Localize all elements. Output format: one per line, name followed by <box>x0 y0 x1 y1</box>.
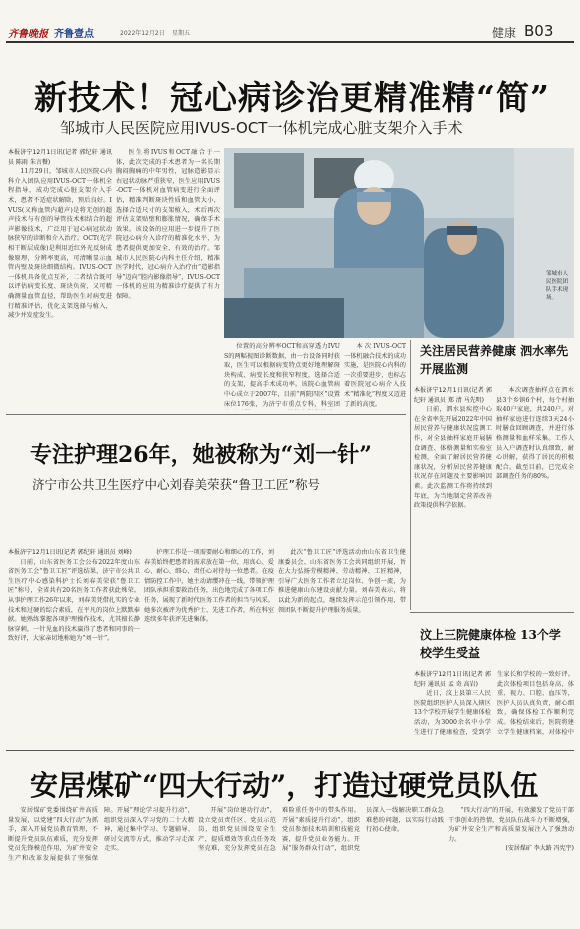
article3-col3-text: 此次“鲁卫工匠”评选活动由山东省卫生健康委员会、山东省医务工会共同组织开展，旨在大力弘扬劳模精神、劳动精神、工匠精神，引导广大医务工作者立足岗位、争创一流，为推进健康山东建设贡献力量。刘春美表示，将以此为新的起点，继续发挥示范引领作用，带领团队不断提升护理服务质量。 <box>278 549 406 614</box>
section-name: 健康 <box>492 26 517 40</box>
article1-photo-caption: 邹城市人民医院团队手术现场。 <box>546 271 569 301</box>
issue-date: 2022年12月2日 <box>120 30 165 37</box>
brand-logo-right: 齐鲁壹点 <box>54 29 94 40</box>
article3-col3 <box>278 548 406 744</box>
article3-col1 <box>8 548 140 744</box>
article1-byline: 本报济宁12月1日讯(记者 郭纪轩 通讯员 陈雨 朱言餐) <box>8 149 112 166</box>
article3-title: 专注护理26年，她被称为“刘一针” <box>30 442 372 468</box>
article4-title: 汶上三院健康体检 13个学校学生受益 <box>420 628 561 660</box>
issue-weekday: 星期五 <box>172 30 191 37</box>
article3-col1-text: 日前，山东省医务工会公布2022年度山东省医务工会“鲁卫工匠”评选结果，济宁市公共卫生医疗中心感染科护士长刘春美荣获“鲁卫工匠”称号，全省共有20名医务工作者获此殊荣。从事护理工作26年以来，刘春美凭借扎实的专业技术和过硬的综合素质，在平凡的岗位上默默奉献。她熟练掌握各项护理操作技术，尤其擅长静脉穿刺，一针见血的技术赢得了患者和同事的一致好评，大家亲切地称她为“刘一针”。 <box>8 558 140 643</box>
article5-col2-text: 开展“岗位建功行动”，设立党员责任区、党员示范岗，组织党员围绕安全生产、提质增效等重点任务攻坚克难，充分发挥党员在急难险重任务中的带头作用。开展“素质提升行动”，组织党员参加技术培训和技能竞赛，提升党员业务能力。开展“服务群众行动”，组织党员深入一线解决职工群众急难愁盼问题，以实际行动践行初心使命。 <box>198 807 444 853</box>
masthead <box>0 0 580 44</box>
article2-divider <box>410 340 411 610</box>
masthead-rule <box>6 41 574 43</box>
article3-byline: 本报济宁12月1日讯(记者 郭纪轩 通讯员 刘峰) <box>8 549 132 556</box>
article2-col2-text: 本次调查抽样点在泗水县3个乡镇6个村，每个村抽取40户家庭，共240户。对抽样家庭进行连续3天24小时膳食回顾调查，并进行体格测量和血样采集。工作人员入户调查时认真细致，耐心讲解，获得了居民的积极配合。截至目前，已完成全部调查任务的80%。 <box>496 387 574 481</box>
article5-col2 <box>198 806 444 924</box>
article1-col3 <box>224 342 340 410</box>
article1-col1 <box>8 148 112 410</box>
article1-subtitle: 邹城市人民医院应用IVUS-OCT一体机完成心脏支架介入手术 <box>60 119 463 137</box>
article3-col2 <box>144 548 274 744</box>
article5-author: (安居煤矿 李大路 冯宪宇) <box>505 845 574 853</box>
article1-col4 <box>344 342 406 410</box>
article2-col1-text: 日前，泗水县疾控中心在全省率先开展2022年中国居民营养与健康状况监测工作，对全县抽样家庭开展膳食调查、体格测量和实验室检测，全面了解居民营养健康状况，分析居民营养健康状况存在问题及主要影响因素。此次监测工作将持续到年底，为当地制定营养改善政策提供科学依据。 <box>414 406 492 510</box>
article1-col2 <box>116 148 220 410</box>
article2-col2 <box>496 386 574 516</box>
brand-logo-left: 齐鲁晚报 <box>8 29 48 40</box>
article3-top-rule <box>6 414 406 415</box>
article5-col1-text: 安居煤矿党委围绕矿井高质量发展，以党建“四大行动”为抓手，深入开展党员教育管理，不断提升党员队伍素质，充分发挥党员先锋模范作用，为矿井安全生产和改革发展提供了坚强保障。开展“理论学习提升行动”，组织党员深入学习党的二十大精神，通过集中学习、专题辅导、研讨交流等方式，推动学习走深走实。 <box>8 807 194 862</box>
article4-body-text: 近日，汶上县第三人民医院组织医护人员深入辖区13个学校开展学生健康体检活动，为3000余名中小学生进行了健康检查，受到学生家长和学校的一致好评。此次体检项目包括身高、体重、视力、口腔、血压等，医护人员认真负责，耐心细致，确保体检工作顺利完成。体检结束后，医院将建立学生健康档案，对体检中 <box>414 671 574 736</box>
article4-top-rule <box>410 612 574 613</box>
surgery-scene-image <box>224 148 574 338</box>
article2-col1 <box>414 386 492 606</box>
article3-col2-text: 护理工作是一项需要耐心和细心的工作，刘春美始终把患者的需求放在第一位，用真心、爱心、耐心、细心、责任心对待每一位患者。在疫情防控工作中，她主动请缨冲在一线，带领护理团队承担重要救治任务，出色地完成了各项工作任务，展现了新时代医务工作者的担当与风采。她多次被评为优秀护士、先进工作者，所在科室连续多年获评先进集体。 <box>144 549 274 624</box>
article5-col3 <box>448 806 574 924</box>
article5-col3-text: “四大行动”的开展，有效激发了党员干部干事创业的热情，党员队伍战斗力不断增强，为矿井安全生产和高质量发展注入了强劲动力。 <box>448 807 574 843</box>
article1-photo <box>224 148 574 338</box>
article3-subtitle: 济宁市公共卫生医疗中心刘春美荣获“鲁卫工匠”称号 <box>32 477 320 492</box>
article5-top-rule <box>6 750 574 751</box>
article4-byline: 本报济宁12月1日讯(记者 郭纪轩 通讯员 孟 奇 高岩) <box>414 671 491 688</box>
page-number: B03 <box>524 22 554 40</box>
article1-col1-text: 11月29日，邹城市人民医院心内科介入团队应用IVUS-OCT一体机全程指导，成功完成心脏支架介入手术，患者不适症状解除，预后良好。IVUS(又称血管内超声)是将无创的超声技术与有创的导管技术相结合的超声影像技术，广泛用于冠心病冠状动脉狭窄的诊断和介入治疗。OCT(光学相干断层成像)是利用近红外光反射成像原理，分辨率更高，可清晰显示血管内壁及斑块细微结构。IVUS-OCT一体机具备优点互补，二者结合既可以评估病变长度、斑块负荷，又可精确测量血管直径，帮助医生对病变进行精准评估，优化支架选择与植入，减少并发症发生。 <box>8 168 112 320</box>
article1-col4-text: 本次IVUS-OCT一体机融合技术的成功实施，是医院心内科的一次重要进步，也标志着医院冠心病介入技术“精准化”程度又迈进了新的高度。 <box>344 343 406 408</box>
article2-byline: 本报济宁12月1日讯(记者 郭纪轩 通讯员 郑 清 马先明) <box>414 387 492 404</box>
article1-col2-text: 医生将IVUS和OCT融合于一体，此次完成的手术患者为一名长期胸闷胸痛的中年男性，冠脉造影显示右冠状动脉严重狭窄，医生应用IVUS-OCT一体机对血管病变进行全面评估，精准判断斑块性质和血管大小，选择合适尺寸的支架植入，术后再次评估支架贴壁和膨胀情况，确保手术效果。该设备的应用进一步提升了医院冠心病介入诊疗的精准化水平，为患者提供更加安全、有效的治疗。邹城市人民医院心内科主任介绍，精准医学时代，冠心病介入治疗由“造影指导”迈向“腔内影像指导”，IVUS-OCT一体机的应用为精准诊疗提供了有力保障。 <box>116 149 220 300</box>
article5-title: 安居煤矿“四大行动”，打造过硬党员队伍 <box>30 769 539 802</box>
article4-body <box>414 670 574 744</box>
article1-title: 新技术！冠心病诊治更精准精“简” <box>34 78 550 117</box>
article1-col3-text: 位置的高分辨率OCT和高穿透力IVUS的两幅视图诊断数据，由一台设备同时获取，医生可以根据病变特点更好地理解斑块构成、病变长度和狭窄程度，选择合适的支架，提高手术成功率。该院心血管病中心成立于2007年，目前“两院四区”设置床位176张，为济宁市重点专科，科室团 <box>224 343 340 408</box>
article2-title: 关注居民营养健康 泗水率先开展监测 <box>420 344 569 376</box>
article5-col1 <box>8 806 194 924</box>
